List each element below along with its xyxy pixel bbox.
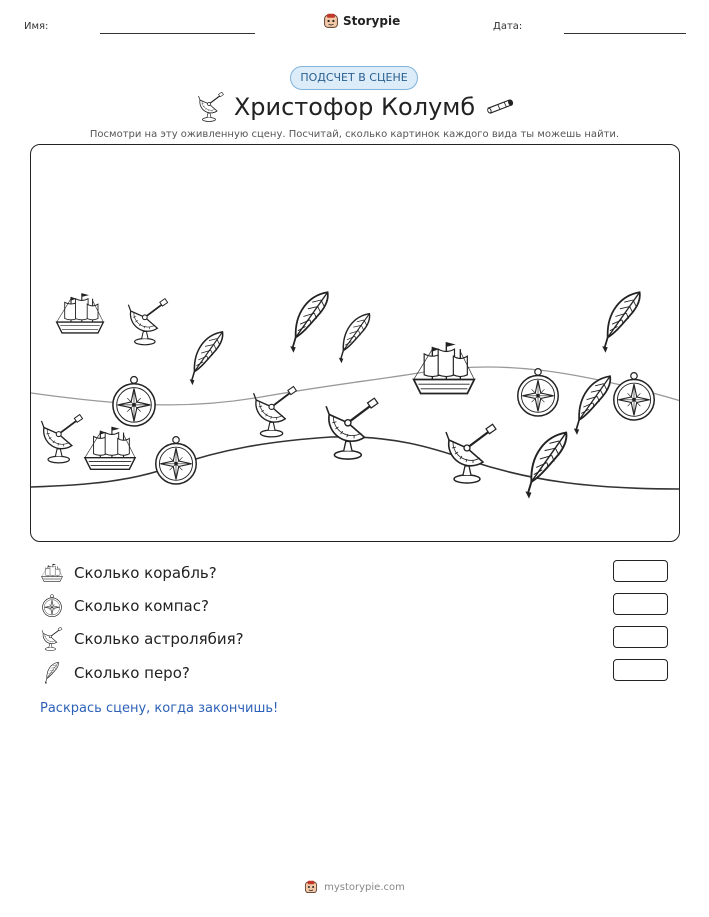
question-astrolabes — [40, 625, 244, 653]
name-line[interactable] — [100, 33, 255, 34]
compass-icon — [113, 377, 155, 426]
ship-icon — [57, 293, 104, 333]
feather-icon — [40, 661, 64, 685]
compass-icon — [518, 369, 558, 416]
storypie-logo-icon — [304, 880, 318, 894]
instructions: Посмотри на эту оживленную сцену. Посчитай, сколько картинок каждого вида ты можешь найти. — [89, 129, 620, 140]
brand-name: Storypie — [343, 14, 401, 28]
astrolabe-icon — [326, 398, 378, 459]
date-label: Дата: — [493, 21, 523, 32]
question-text: Сколько астролябия? — [74, 630, 244, 648]
question-text: Сколько компас? — [74, 597, 209, 615]
question-feathers — [40, 659, 190, 687]
compass-icon — [614, 373, 654, 420]
site-footer — [0, 880, 709, 894]
name-label: Имя: — [24, 21, 49, 32]
coloring-note: Раскрась сцену, когда закончишь! — [40, 701, 279, 716]
question-ships — [40, 559, 217, 587]
site-url: mystorypie.com — [324, 881, 405, 893]
question-text: Сколько перо? — [74, 664, 190, 682]
activity-badge: ПОДСЧЕТ В СЦЕНЕ — [290, 66, 418, 90]
question-compasses — [40, 592, 209, 620]
question-text: Сколько корабль? — [74, 564, 217, 582]
answer-box-compasses[interactable] — [613, 593, 668, 615]
astrolabe-icon — [128, 299, 167, 345]
astrolabe-icon — [40, 627, 64, 651]
ship-icon — [85, 427, 135, 470]
answer-box-astrolabes[interactable] — [613, 626, 668, 648]
ship-icon — [414, 342, 475, 393]
compass-icon — [156, 437, 196, 484]
feather-icon — [190, 332, 223, 385]
ship-icon — [40, 561, 64, 585]
feather-icon — [574, 376, 610, 435]
answer-box-feathers[interactable] — [613, 659, 668, 681]
feather-icon — [290, 292, 328, 353]
page-title: Христофор Колумб — [233, 93, 476, 121]
date-line[interactable] — [564, 33, 686, 34]
feather-icon — [339, 314, 370, 364]
compass-icon — [40, 594, 64, 618]
brand-logo — [323, 13, 400, 29]
astrolabe-icon — [446, 424, 496, 483]
astrolabe-icon — [41, 415, 82, 463]
feather-icon — [525, 433, 566, 499]
counting-scene — [30, 144, 680, 542]
feather-icon — [602, 292, 640, 353]
storypie-logo-icon — [323, 13, 339, 29]
answer-box-ships[interactable] — [613, 560, 668, 582]
telescope-icon — [485, 96, 517, 114]
